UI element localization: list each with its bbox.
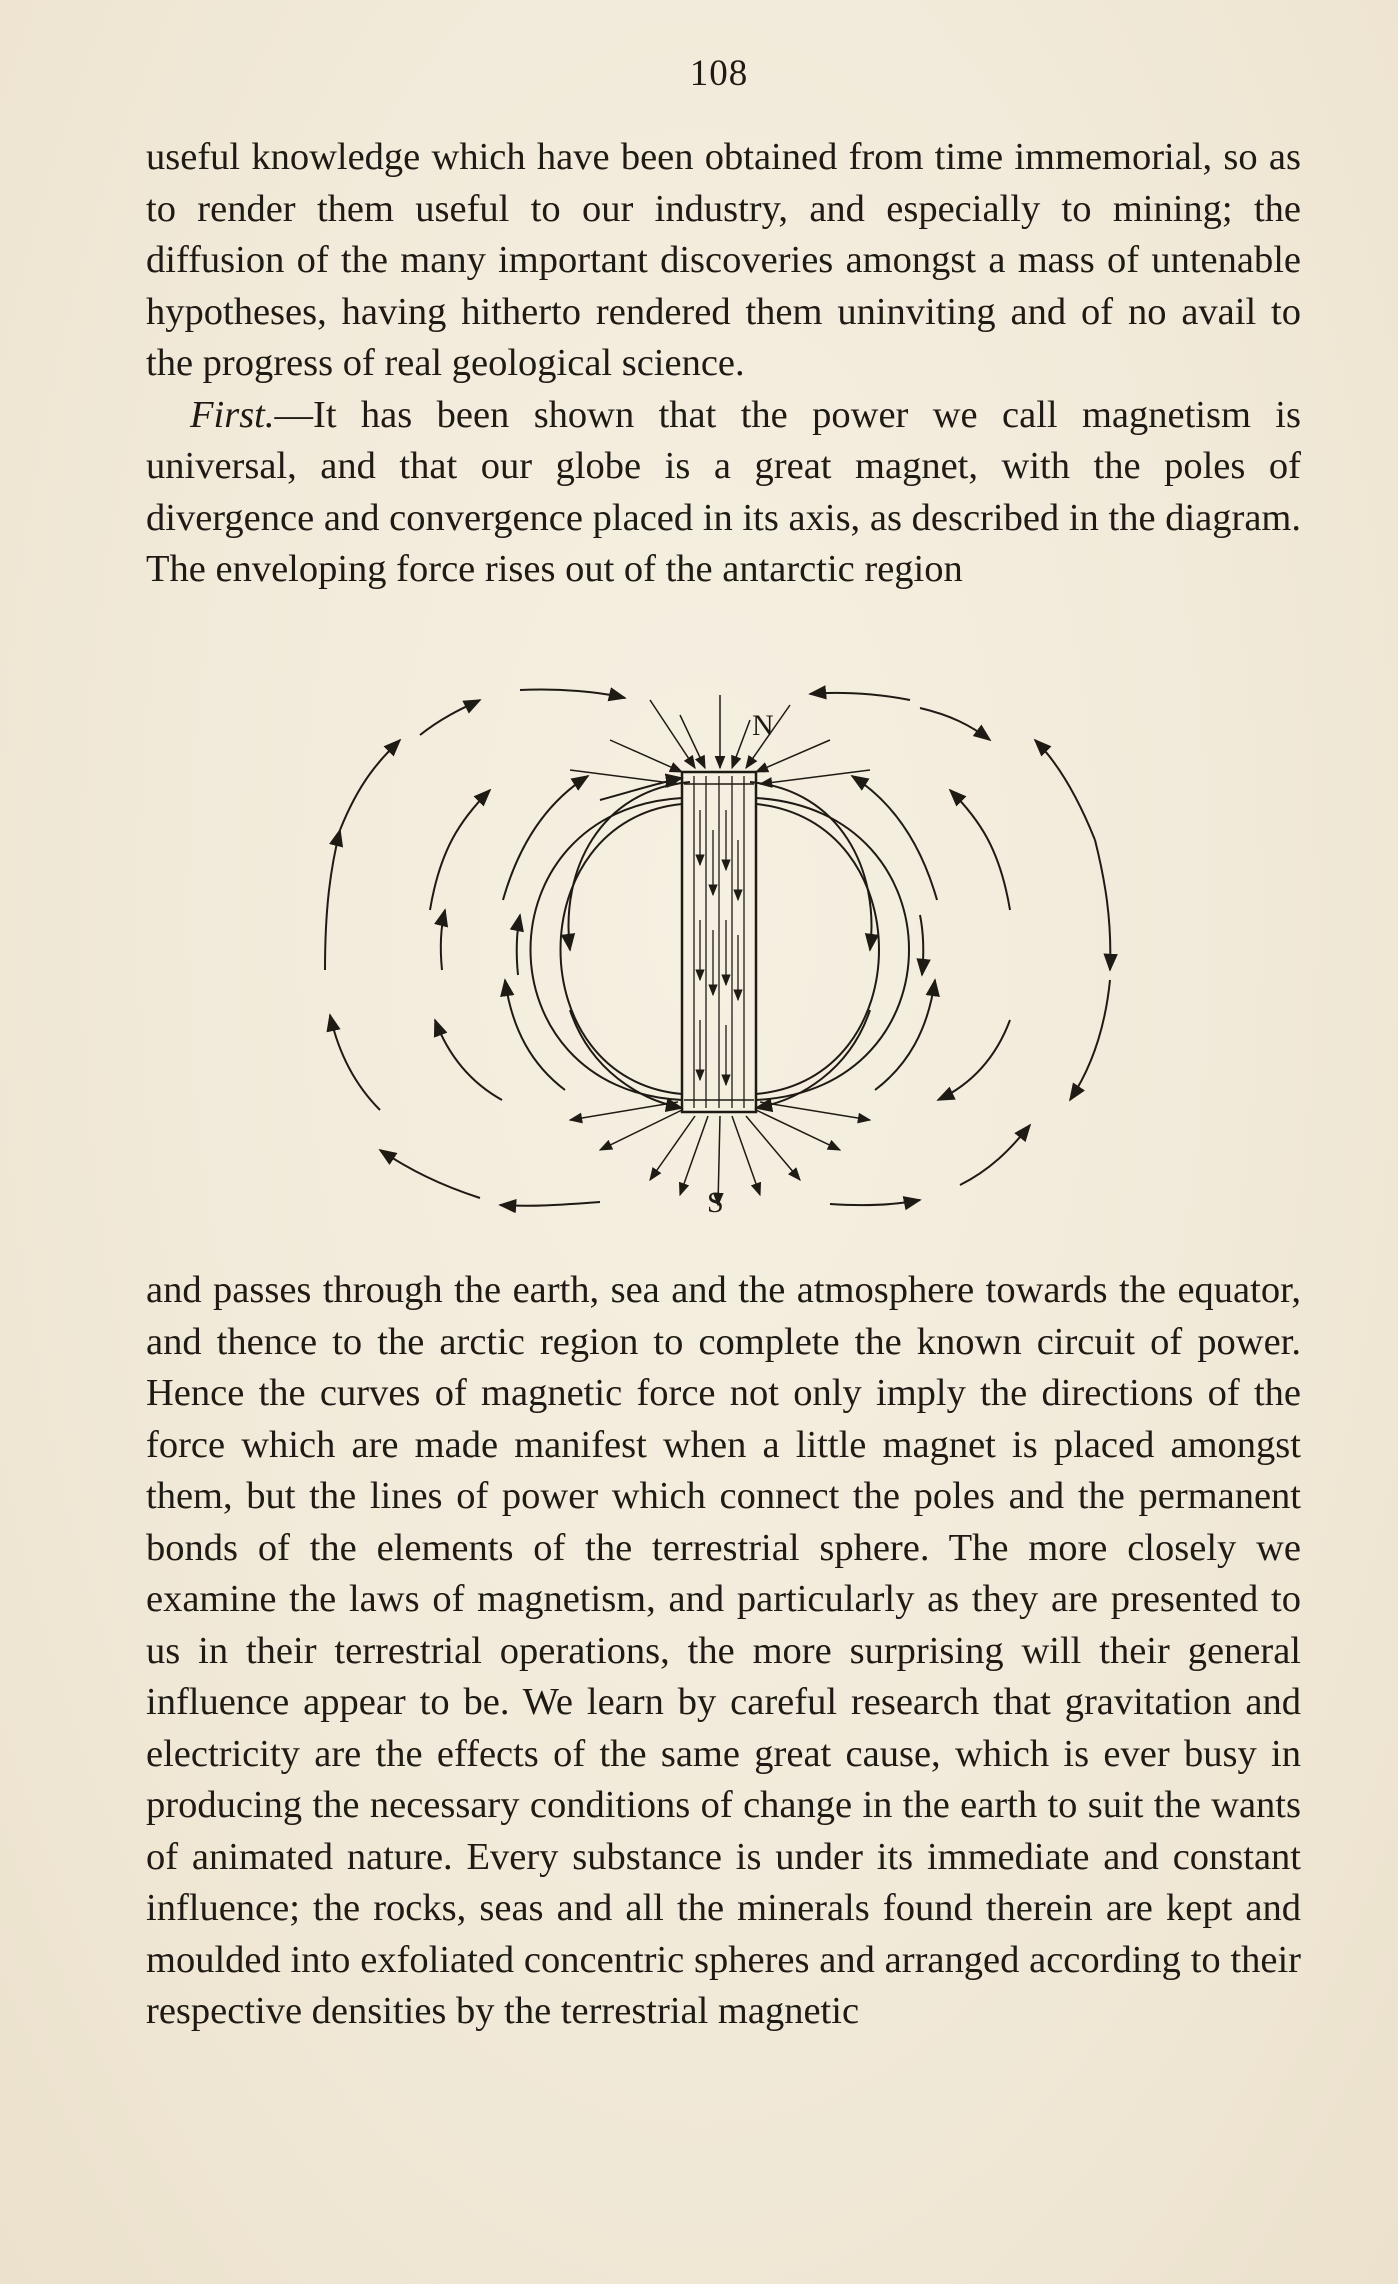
upper-text-block (146, 132, 1301, 596)
inner-field-loops (531, 778, 910, 1108)
lower-text-block (146, 1265, 1301, 2038)
paragraph-continuation: useful knowledge which have been obtained from time immemorial, so as to render them useful to our industry, and especially to mining; the diffusion of the many important discoveries amongst a mass of untenable hypotheses, having hitherto rendered them uninviting and of no avail to the progress of real geological science. (146, 136, 1301, 384)
north-pole-label: N (752, 709, 774, 742)
paragraph-first-text: —It has been shown that the power we call magnetism is universal, and that our globe is a great magnet, with the poles of divergence and convergence placed in its axis, as described in the diagram. The enveloping force rises out of the antarctic region (146, 393, 1301, 590)
paragraph-first (146, 390, 1301, 596)
run-in-heading: First. (190, 393, 275, 436)
page-number: 108 (689, 53, 749, 94)
magnetic-field-diagram (270, 680, 1170, 1250)
outer-field-lines (325, 689, 1110, 1205)
north-pole-convergence (570, 695, 870, 784)
south-pole-label: S (707, 1186, 724, 1219)
paragraph-continued: and passes through the earth, sea and the atmosphere towards the equator, and thence to the arctic region to complete the known circuit of power. Hence the curves of magnetic force not only imply the directions of the force which are made manifest when a little magnet is placed amongst them, but the lines of power which connect the poles and the permanent bonds of the elements of the terrestrial sphere. The more closely we examine the laws of magnetism, and particularly as they are presented to us in their terrestrial operations, the more surprising will their general influence appear to be. We learn by careful research that gravitation and electricity are the effects of the same great cause, which is ever busy in producing the necessary conditions of change in the earth to suit the wants of animated nature. Every substance is under its immediate and constant influence; the rocks, seas and all the minerals found therein are kept and moulded into exfoliated concentric spheres and arranged according to their respective densities by the terrestrial magnetic (146, 1269, 1301, 2032)
magnet-bar (682, 772, 756, 1112)
middle-field-lines (430, 776, 1010, 1100)
